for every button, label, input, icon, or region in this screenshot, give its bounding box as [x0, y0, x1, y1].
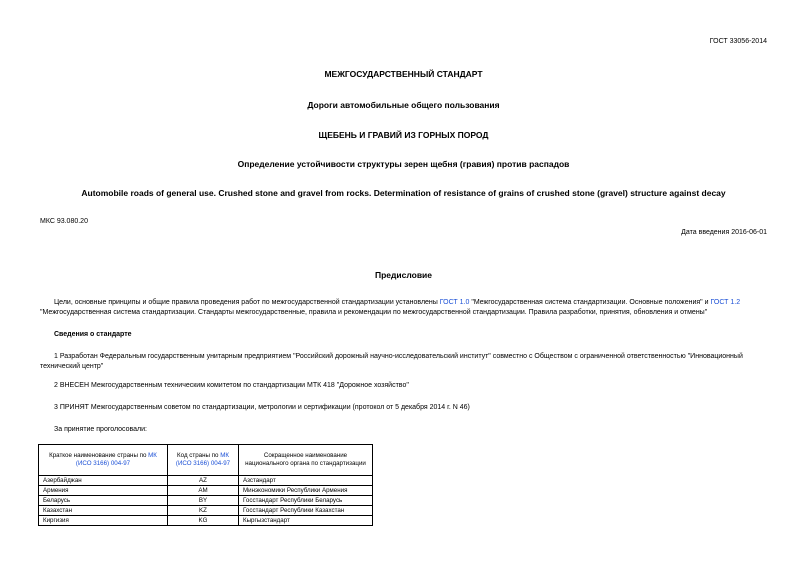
- item-1-paragraph: 1 Разработан Федеральным государственным унитарным предприятием "Российский дорожный научно-исследовательский институт" совместно с Обществом с ограниченной ответственностью "Инновационный технический центр": [40, 353, 743, 370]
- cell-code: KG: [168, 516, 239, 526]
- cell-body: Госстандарт Республики Беларусь: [239, 496, 373, 506]
- goals-text-2: "Межгосударственная система стандартизации. Основные положения" и: [469, 299, 711, 306]
- cell-code: KZ: [168, 506, 239, 516]
- table-row: [39, 516, 373, 526]
- header-national-body: Сокращенное наименование национального органа по стандартизации: [239, 445, 373, 476]
- table-row: [39, 496, 373, 506]
- method-title: Определение устойчивости структуры зерен щебня (гравия) против распадов: [237, 159, 570, 169]
- cell-code: AZ: [168, 476, 239, 486]
- vote-intro: За принятие проголосовали:: [54, 426, 147, 433]
- table-header-row: [39, 445, 373, 476]
- cell-code: AM: [168, 486, 239, 496]
- voting-countries-table: [38, 444, 373, 526]
- document-id: ГОСТ 33056-2014: [709, 38, 767, 45]
- table-row: [39, 506, 373, 516]
- header-country-name-text: Краткое наименование страны по МК (ИСО 3166) 004-97: [49, 452, 157, 467]
- mk-link-2[interactable]: МК (ИСО 3166) 004-97: [175, 452, 231, 467]
- gost-1-0-link[interactable]: ГОСТ 1.0: [439, 299, 470, 306]
- header-country-code-text: Код страны по МК (ИСО 3166) 004-97: [175, 452, 231, 467]
- cell-body: Кыргызстандарт: [239, 516, 373, 526]
- cell-country: Азербайджан: [39, 476, 168, 486]
- cell-country: Киргизия: [39, 516, 168, 526]
- cell-country: Армения: [39, 486, 168, 496]
- gost-1-2-link[interactable]: ГОСТ 1.2: [710, 299, 741, 306]
- material-title: ЩЕБЕНЬ И ГРАВИЙ ИЗ ГОРНЫХ ПОРОД: [318, 130, 489, 140]
- english-title: Automobile roads of general use. Crushed stone and gravel from rocks. Determination of resistance of grains of crushed stone (gravel) structure against decay: [81, 188, 726, 198]
- mk-link-1[interactable]: МК (ИСО 3166) 004-97: [75, 452, 157, 467]
- standard-type-title: МЕЖГОСУДАРСТВЕННЫЙ СТАНДАРТ: [324, 69, 483, 79]
- foreword-heading: Предисловие: [374, 270, 433, 280]
- table-row: [39, 486, 373, 496]
- goals-paragraph: [40, 298, 768, 318]
- mks-code: МКС 93.080.20: [40, 218, 88, 225]
- introduction-date: Дата введения 2016-06-01: [681, 229, 767, 236]
- cell-body: Минэкономики Республики Армения: [239, 486, 373, 496]
- goals-text-3: "Межгосударственная система стандартизации. Стандарты межгосударственные, правила и рекомендации по межгосударственной стандартизации. Правила разработки, принятия, обновления и отмены": [40, 309, 708, 316]
- cell-body: Азстандарт: [239, 476, 373, 486]
- item-2-paragraph: 2 ВНЕСЕН Межгосударственным техническим комитетом по стандартизации МТК 418 "Дорожное хозяйство": [54, 382, 409, 389]
- table-row: [39, 476, 373, 486]
- cell-country: Казахстан: [39, 506, 168, 516]
- header-country-code: [168, 445, 239, 476]
- header-country-name: [39, 445, 168, 476]
- item-3-paragraph: 3 ПРИНЯТ Межгосударственным советом по стандартизации, метрологии и сертификации (протокол от 5 декабря 2014 г. N 46): [54, 404, 470, 411]
- cell-code: BY: [168, 496, 239, 506]
- goals-text-1: Цели, основные принципы и общие правила проведения работ по межгосударственной стандартизации установлены: [54, 299, 440, 306]
- cell-body: Госстандарт Республики Казахстан: [239, 506, 373, 516]
- standard-info-heading: Сведения о стандарте: [54, 331, 132, 338]
- cell-country: Беларусь: [39, 496, 168, 506]
- road-type-title: Дороги автомобильные общего пользования: [307, 100, 500, 110]
